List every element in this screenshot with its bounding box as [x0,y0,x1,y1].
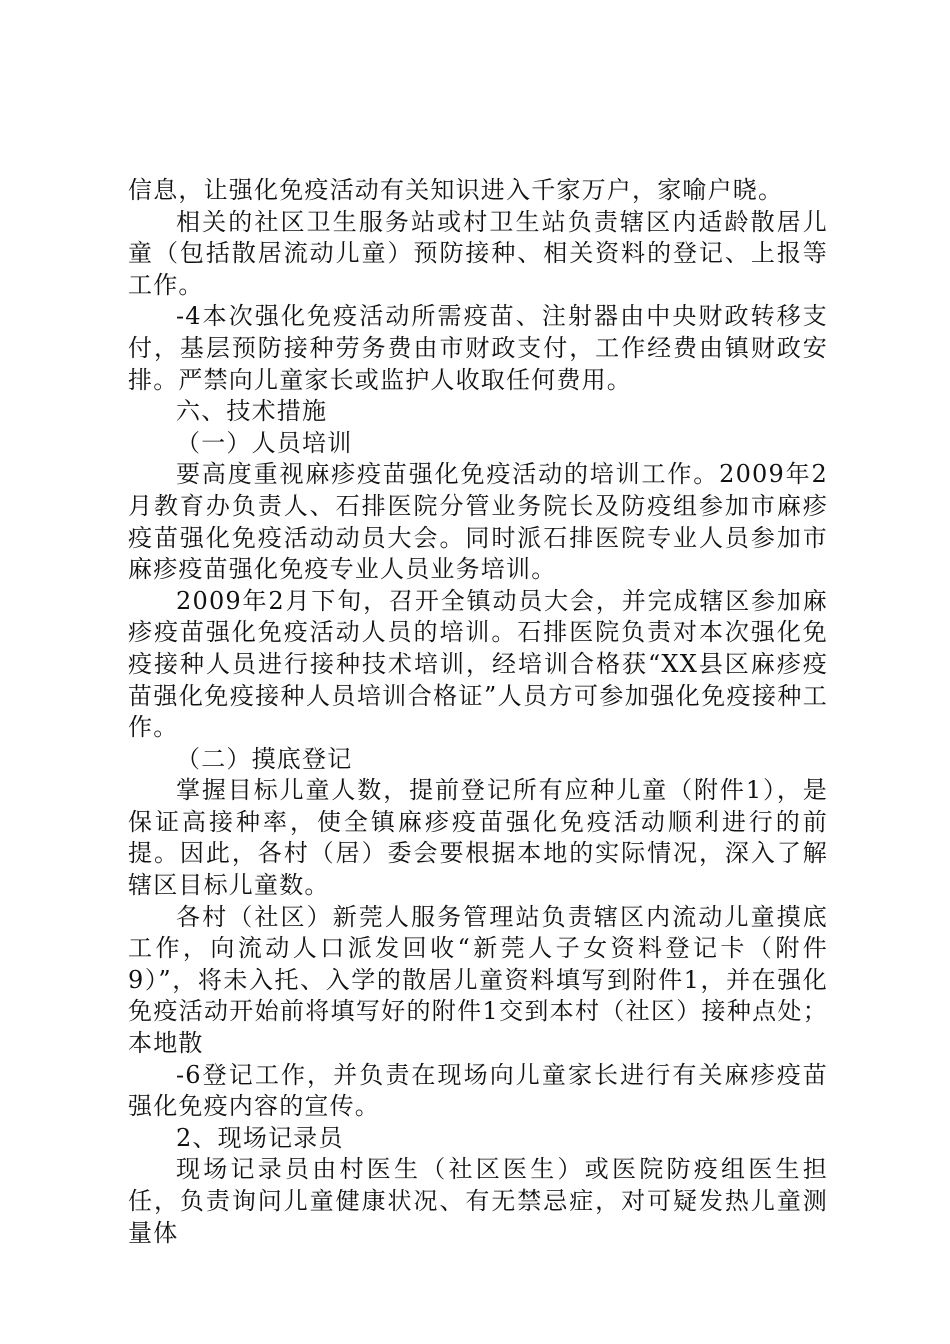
paragraph-funding: -4本次强化免疫活动所需疫苗、注射器由中央财政转移支付，基层预防接种劳务费由市财政支付，工作经费由镇财政安排。严禁向儿童家长或监护人收取任何费用。 [128,302,828,394]
paragraph-continuation: 信息，让强化免疫活动有关知识进入千家万户，家喻户晓。 [128,176,784,204]
paragraph-mobilization-meeting: 2009年2月下旬，召开全镇动员大会，并完成辖区参加麻疹疫苗强化免疫活动人员的培训。石排医院负责对本次强化免疫接种人员进行接种技术培训，经培训合格获“XX县区麻疹疫苗强化免疫接种人员培训合格证”人员方可参加强化免疫接种工作。 [128,586,828,742]
subsection-heading-registration: （二）摸底登记 [176,744,353,773]
document-body [128,175,828,1249]
paragraph-registration-work: -6登记工作，并负责在现场向儿童家长进行有关麻疹疫苗强化免疫内容的宣传。 [128,1060,828,1121]
section-heading-technical-measures: 六、技术措施 [176,397,328,426]
paragraph-training-importance: 要高度重视麻疹疫苗强化免疫活动的培训工作。2009年2月教育办负责人、石排医院分管业务院长及防疫组参加市麻疹疫苗强化免疫活动动员大会。同时派石排医院专业人员参加市麻疹疫苗强化免疫专业人员业务培训。 [128,460,828,584]
subsection-heading-recorder: 2、现场记录员 [176,1123,344,1152]
subsection-heading-training: （一）人员培训 [176,428,353,457]
paragraph-community-stations: 相关的社区卫生服务站或村卫生站负责辖区内适龄散居儿童（包括散居流动儿童）预防接种、相关资料的登记、上报等工作。 [128,207,828,299]
paragraph-target-children: 掌握目标儿童人数，提前登记所有应种儿童（附件1），是保证高接种率，使全镇麻疹疫苗强化免疫活动顺利进行的前提。因此，各村（居）委会要根据本地的实际情况，深入了解辖区目标儿童数。 [128,776,828,900]
paragraph-recorder-duties: 现场记录员由村医生（社区医生）或医院防疫组医生担任，负责询问儿童健康状况、有无禁忌症，对可疑发热儿童测量体 [128,1155,828,1247]
paragraph-migrant-children: 各村（社区）新莞人服务管理站负责辖区内流动儿童摸底工作，向流动人口派发回收“新莞人子女资料登记卡（附件9）”，将未入托、入学的散居儿童资料填写到附件1，并在强化免疫活动开始前将填写好的附件1交到本村（社区）接种点处；本地散 [128,902,828,1058]
